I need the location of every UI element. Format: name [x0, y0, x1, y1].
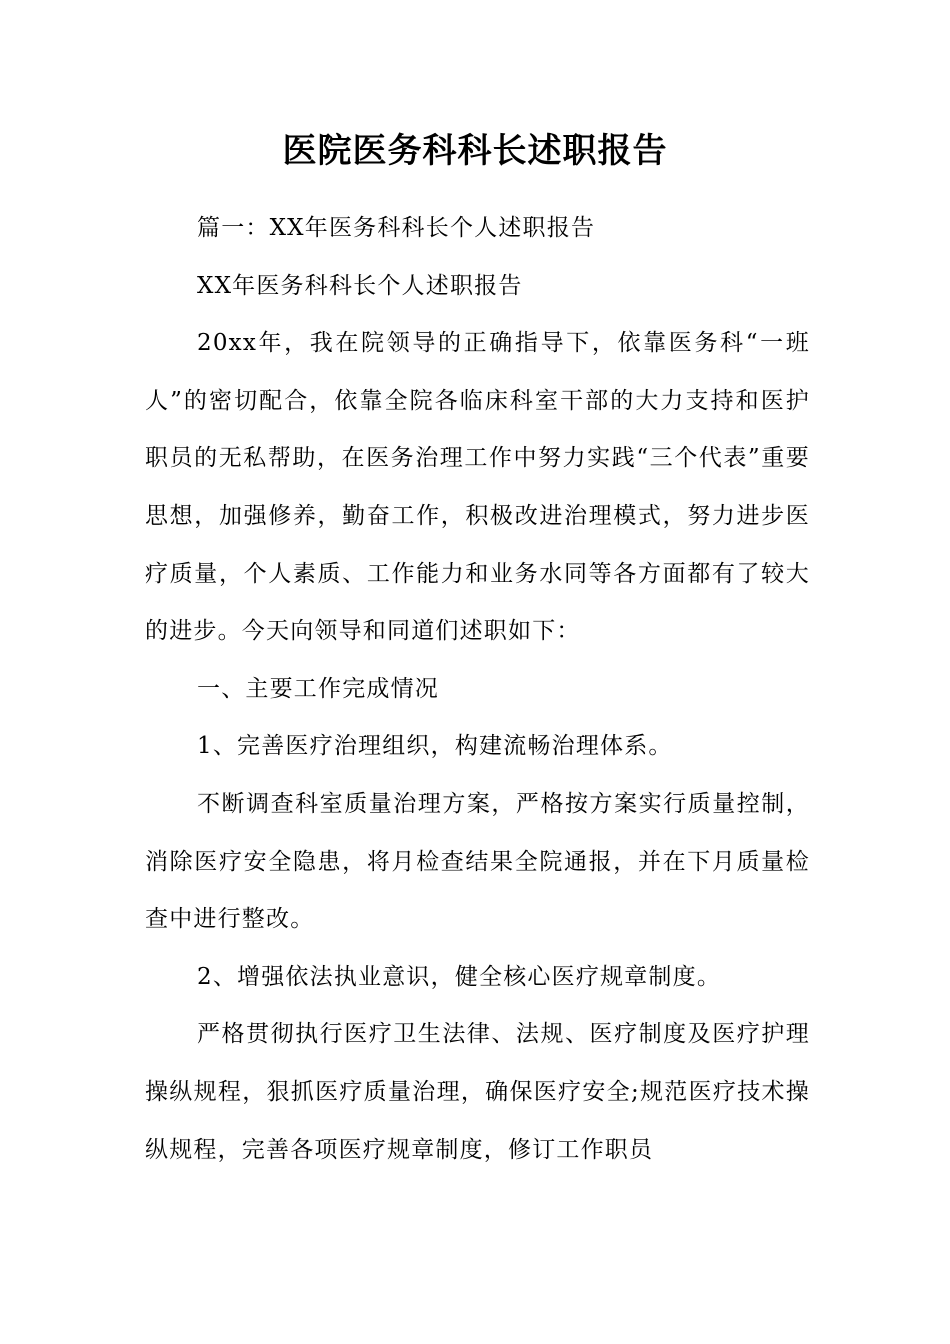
paragraph: 一、主要工作完成情况: [197, 675, 439, 702]
paragraph: 1、完善医疗治理组织，构建流畅治理体系。: [197, 733, 673, 760]
paragraph: XX年医务科科长个人述职报告: [197, 272, 523, 299]
paragraph: 2、增强依法执业意识，健全核心医疗规章制度。: [197, 963, 722, 990]
paragraph: 篇一：XX年医务科科长个人述职报告: [197, 215, 596, 241]
document-title: 医院医务科科长述职报告: [282, 131, 668, 171]
paragraph: 20xx年，我在院领导的正确指导下，依靠医务科“一班人”的密切配合，依靠全院各临床科室干部的大力支持和医护职员的无私帮助，在医务治理工作中努力实践“三个代表”重要思想，加强修养，勤奋工作，积极改进治理模式，努力进步医疗质量，个人素质、工作能力和业务水同等各方面都有了较大的进步。今天向领导和同道们述职如下：: [145, 330, 810, 645]
paragraph: 严格贯彻执行医疗卫生法律、法规、医疗制度及医疗护理操纵规程，狠抓医疗质量治理，确保医疗安全;规范医疗技术操纵规程，完善各项医疗规章制度，修订工作职员: [145, 1021, 810, 1163]
paragraph: 不断调查科室质量治理方案，严格按方案实行质量控制，消除医疗安全隐患，将月检查结果全院通报，并在下月质量检查中进行整改。: [145, 790, 810, 933]
document-body: [145, 200, 810, 1179]
